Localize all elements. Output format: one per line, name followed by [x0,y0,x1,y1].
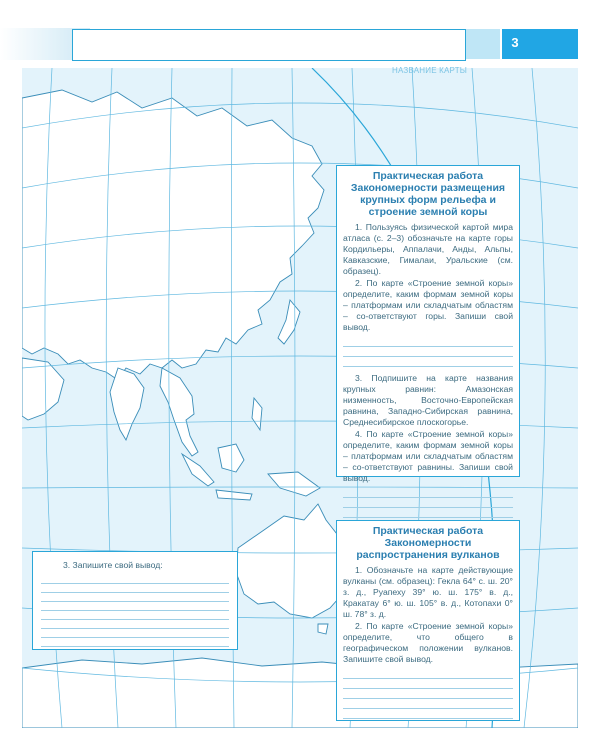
task-1: 1. Обозначьте на карте действующие вулканы (см. образец): Гекла 64° с. ш. 20° з. д., Руапеху 39° ю. ш. 175° в. д., Кракатау 6° ю. ш. 105° в. д., Котопахи 0° ш. 78° з. д. [343,565,513,619]
task-2: 2. По карте «Строение земной коры» определите, каким формам земной коры – платформам или складчатым областям – со-ответствуют горы. Запиши свой вывод. [343,278,513,332]
page-number: 3 [502,29,528,59]
practical-work-volcanoes-panel [336,520,520,721]
task-2: 2. По карте «Строение земной коры» определите, что общего в географическом положении вулканов. Запишите свой вывод. [343,621,513,664]
answer-lines[interactable] [41,575,229,647]
panel-title: Практическая работа [372,170,484,182]
panel-subtitle: Закономерности распространения вулканов [356,537,500,561]
task-1: 1. Пользуясь физической картой мира атласа (с. 2–3) обозначьте на карте горы Кордильеры, Аппалачи, Анды, Альпы, Кавказские, Гималаи, Уральские (см. образец). [343,222,513,276]
tasmania [318,624,328,634]
panel-title: Практическая работа [372,525,484,537]
header-accent [466,29,500,59]
conclusion-label: 3. Запишите свой вывод: [63,560,163,570]
answer-lines[interactable] [343,669,513,719]
header-tab [528,29,578,59]
map-title-field[interactable] [72,29,466,61]
map-title-caption: НАЗВАНИЕ КАРТЫ [392,66,468,75]
task-3: 3. Подпишите на карте названия крупных равнин: Амазонская низменность, Восточно-Европейская равнина, Западно-Сибирская равнина, Среднесибирское плоскогорье. [343,373,513,427]
conclusion-panel [32,551,238,650]
task-4: 4. По карте «Строение земной коры» определите, каким формам земной коры – платформам или складчатым областям – со-ответствуют равнины. Запиши свой вывод. [343,429,513,483]
panel-subtitle: Закономерности размещения крупных форм рельефа и строение земной коры [350,182,506,218]
practical-work-relief-panel [336,165,520,483]
answer-lines[interactable] [343,337,513,367]
